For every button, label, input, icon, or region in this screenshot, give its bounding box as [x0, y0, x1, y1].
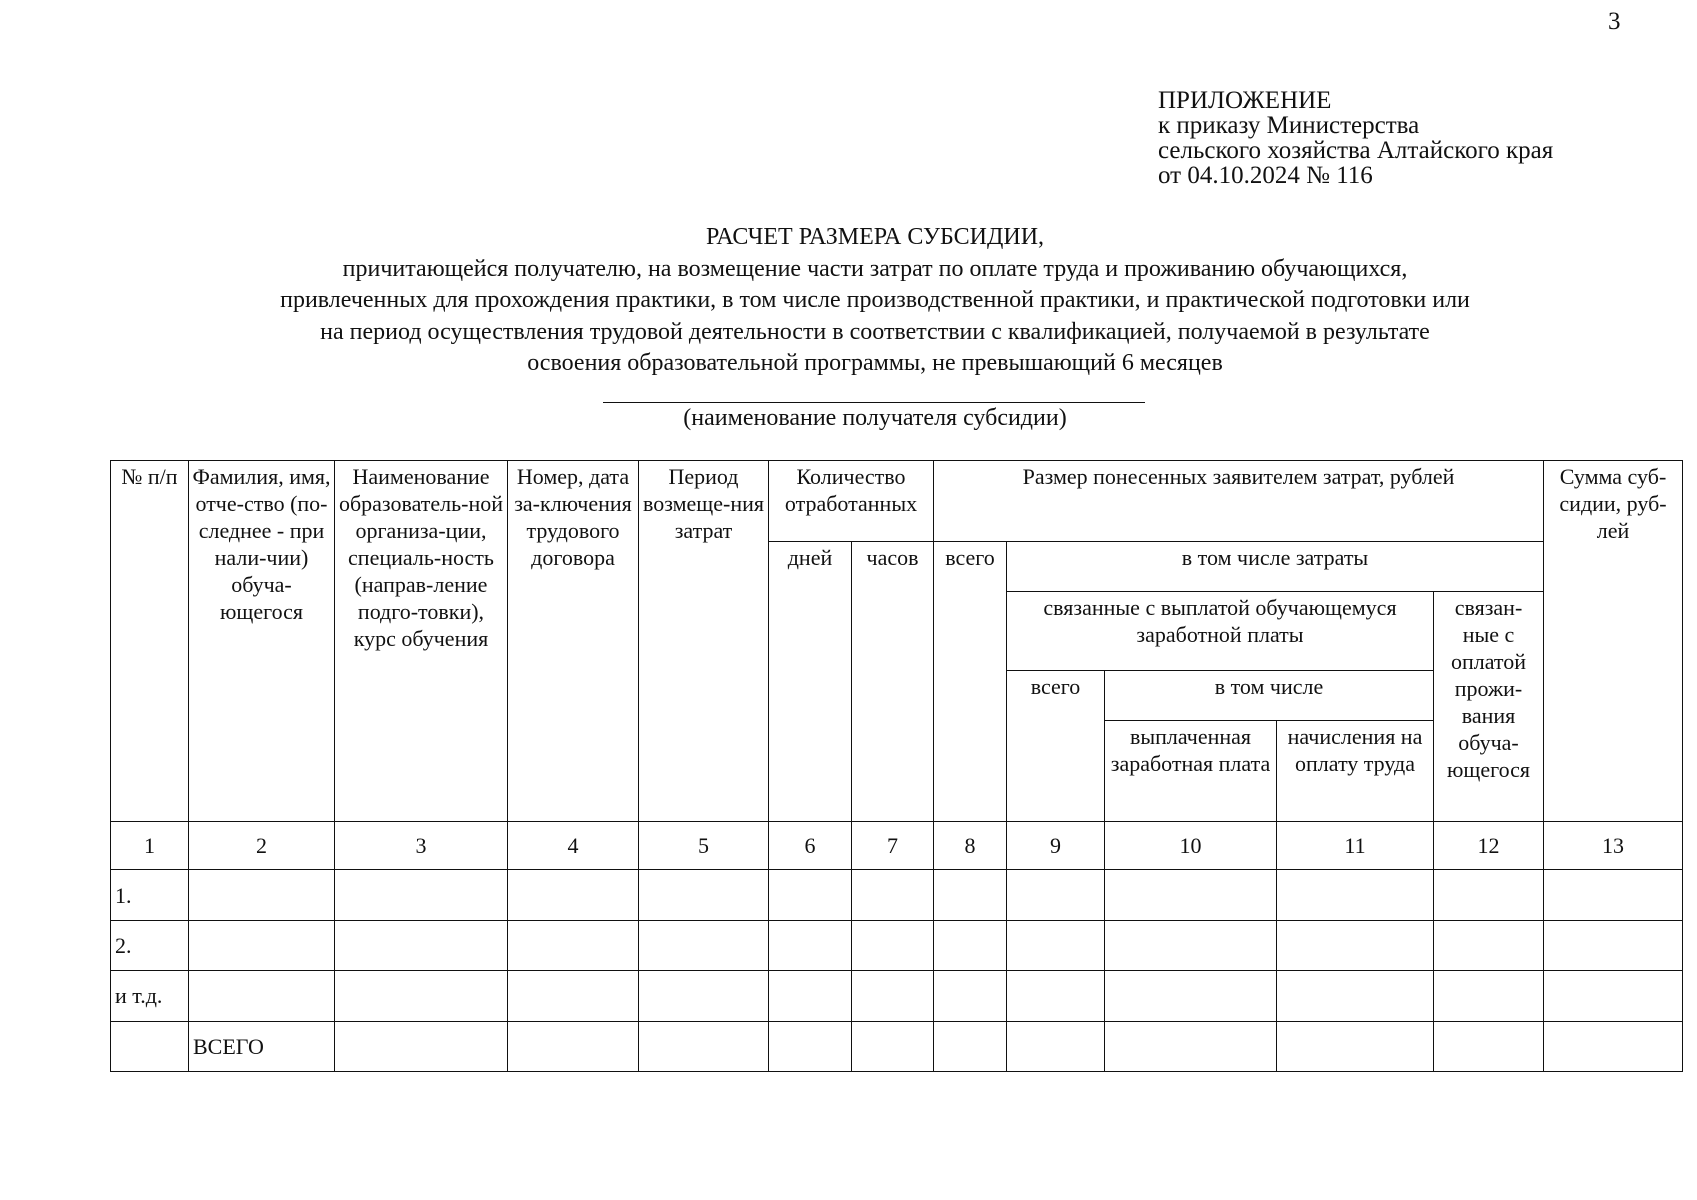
- header-labor-accruals: начисления на оплату труда: [1277, 721, 1434, 822]
- page-number: 3: [1608, 8, 1621, 35]
- header-wage-costs: связанные с выплатой обучающемуся заработной платы: [1007, 592, 1434, 671]
- table-cell: [1434, 920, 1544, 970]
- column-number: 2: [189, 821, 335, 869]
- table-cell: [335, 1021, 508, 1071]
- table-cell: [508, 870, 639, 920]
- column-number: 3: [335, 821, 508, 869]
- column-number: 11: [1277, 821, 1434, 869]
- title-line-2: причитающейся получателю, на возмещение части затрат по оплате труда и проживанию обучающихся,: [342, 255, 1408, 282]
- table-cell: [335, 920, 508, 970]
- title-line-5: освоения образовательной программы, не превышающий 6 месяцев: [527, 350, 1223, 376]
- table-cell: [934, 1021, 1007, 1071]
- header-worked: Количество отработанных: [769, 461, 934, 542]
- table-cell: [769, 870, 852, 920]
- table-cell: [639, 1021, 769, 1071]
- table-cell: [1007, 920, 1105, 970]
- header-period: Период возмеще-ния затрат: [639, 461, 769, 822]
- header-subsidy-sum: Сумма суб-сидии, руб-лей: [1544, 461, 1683, 822]
- table-cell: [189, 870, 335, 920]
- appendix-order-line: к приказу Министерства: [1158, 112, 1420, 139]
- total-row: [111, 1021, 1683, 1071]
- table-cell: [1105, 971, 1277, 1021]
- table-cell: [189, 971, 335, 1021]
- row-number: и т.д.: [111, 971, 189, 1021]
- table-row: [111, 870, 1683, 920]
- header-including: в том числе: [1105, 670, 1434, 720]
- title-line-1: РАСЧЕТ РАЗМЕРА СУБСИДИИ,: [705, 224, 1045, 250]
- header-wages-total: всего: [1007, 670, 1105, 821]
- row-number: 2.: [111, 920, 189, 970]
- table-cell: [508, 920, 639, 970]
- row-number: 1.: [111, 870, 189, 920]
- column-number: 4: [508, 821, 639, 869]
- header-paid-wages: выплаченная заработная плата: [1105, 721, 1277, 822]
- table-cell: [1434, 870, 1544, 920]
- header-student-name: Фамилия, имя, отче-ство (по-следнее - при нали-чии) обуча-ющегося: [189, 461, 335, 822]
- table-cell: [1544, 870, 1683, 920]
- table-cell: [1105, 920, 1277, 970]
- header-including-costs: в том числе затраты: [1007, 541, 1544, 591]
- header-costs-total: всего: [934, 541, 1007, 821]
- table-cell: [1105, 870, 1277, 920]
- column-number: 8: [934, 821, 1007, 869]
- column-number-row: [111, 821, 1683, 869]
- subsidy-calculation-table: [110, 460, 1683, 1072]
- title-line-3: привлеченных для прохождения практики, в том числе производственной практики, и практической подготовки или: [280, 287, 1470, 313]
- table-cell: [852, 870, 934, 920]
- recipient-underline: [603, 402, 1145, 403]
- table-cell: [852, 1021, 934, 1071]
- table-cell: [1277, 1021, 1434, 1071]
- table-cell: [1544, 1021, 1683, 1071]
- table-cell: [934, 920, 1007, 970]
- header-housing-costs: связан-ные с оплатой прожи-вания обуча-ющегося: [1434, 592, 1544, 822]
- table-cell: [639, 870, 769, 920]
- column-number: 5: [639, 821, 769, 869]
- table-cell: [639, 920, 769, 970]
- table-cell: [508, 1021, 639, 1071]
- column-number: 12: [1434, 821, 1544, 869]
- table-cell: [335, 971, 508, 1021]
- column-number: 7: [852, 821, 934, 869]
- table-cell: [934, 971, 1007, 1021]
- column-number: 6: [769, 821, 852, 869]
- table-cell: [335, 870, 508, 920]
- table-row: [111, 971, 1683, 1021]
- total-label: ВСЕГО: [189, 1021, 335, 1071]
- table-cell: [1007, 1021, 1105, 1071]
- table-cell: [1277, 870, 1434, 920]
- header-contract: Номер, дата за-ключения трудового договора: [508, 461, 639, 822]
- table-cell: [1105, 1021, 1277, 1071]
- table-cell: [852, 920, 934, 970]
- appendix-title: ПРИЛОЖЕНИЕ: [1158, 87, 1332, 114]
- table-cell: [508, 971, 639, 1021]
- document-title: [0, 222, 1697, 380]
- appendix-date-line: от 04.10.2024 № 116: [1158, 162, 1373, 189]
- table-row: [111, 920, 1683, 970]
- table-cell: [1007, 971, 1105, 1021]
- table-cell: [639, 971, 769, 1021]
- column-number: 13: [1544, 821, 1683, 869]
- recipient-caption: (наименование получателя субсидии): [683, 405, 1067, 431]
- table-cell: [852, 971, 934, 1021]
- appendix-ministry-line: сельского хозяйства Алтайского края: [1158, 137, 1554, 164]
- header-organization: Наименование образователь-ной организа-ции, специаль-ность (направ-ление подго-товки), курс обучения: [335, 461, 508, 822]
- header-days: дней: [769, 541, 852, 821]
- table-cell: [1007, 870, 1105, 920]
- table-cell: [769, 920, 852, 970]
- table-cell: [1277, 920, 1434, 970]
- table-cell: [769, 1021, 852, 1071]
- table-cell: [1434, 971, 1544, 1021]
- header-number: № п/п: [111, 461, 189, 822]
- column-number: 9: [1007, 821, 1105, 869]
- header-hours: часов: [852, 541, 934, 821]
- table-cell: [769, 971, 852, 1021]
- column-number: 10: [1105, 821, 1277, 869]
- table-cell: [1544, 971, 1683, 1021]
- column-number: 1: [111, 821, 189, 869]
- table-cell: [934, 870, 1007, 920]
- table-cell: [1434, 1021, 1544, 1071]
- header-costs: Размер понесенных заявителем затрат, рублей: [934, 461, 1544, 542]
- table-cell: [1277, 971, 1434, 1021]
- table-cell: [189, 920, 335, 970]
- table-cell: [111, 1021, 189, 1071]
- table-cell: [1544, 920, 1683, 970]
- appendix-block: [1158, 88, 1553, 188]
- title-line-4: на период осуществления трудовой деятельности в соответствии с квалификацией, получаемой в результате: [320, 318, 1430, 345]
